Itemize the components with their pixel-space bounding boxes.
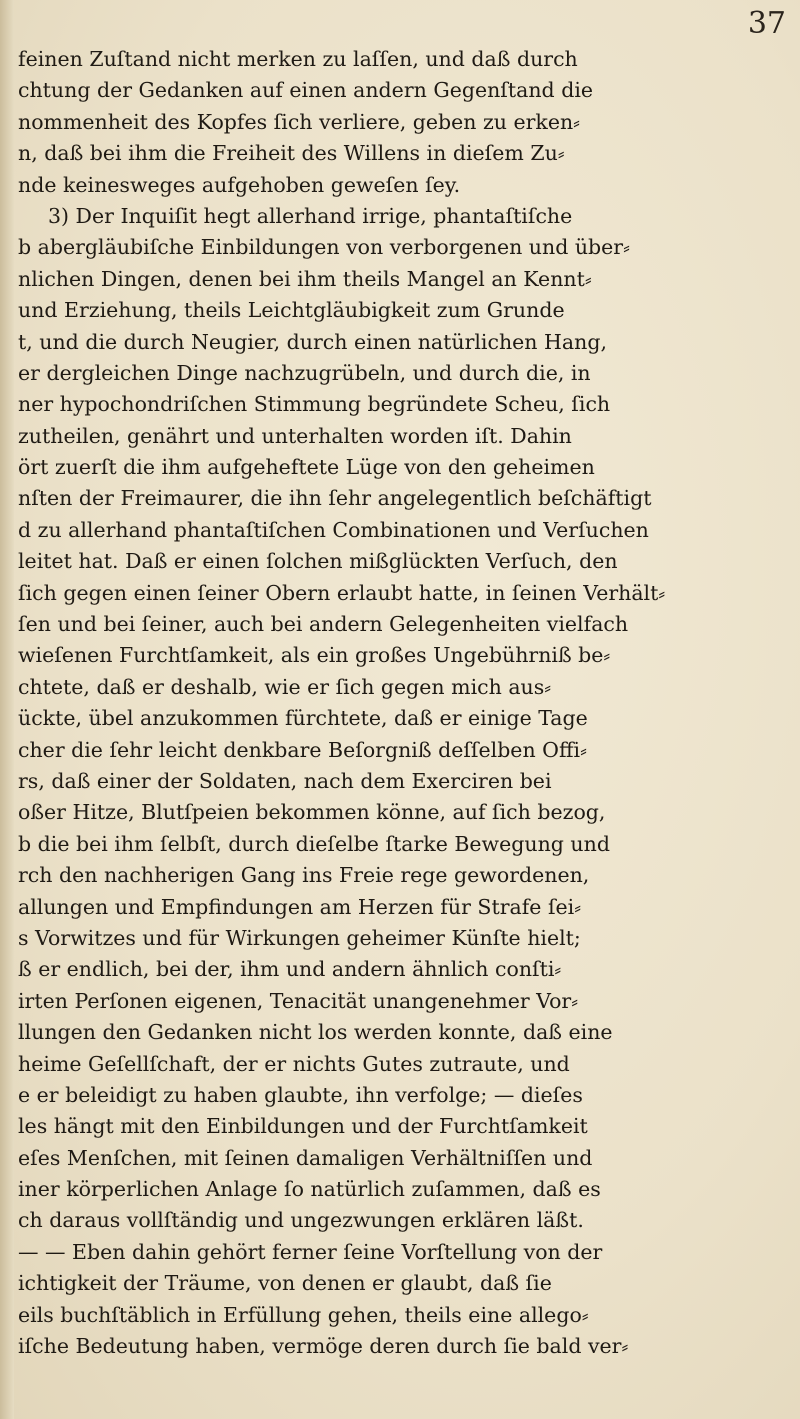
page-number: 37 [747, 6, 786, 41]
text-line: irten Perſonen eigenen, Tenacität unangenehmer Vor⸗ [18, 988, 579, 1013]
text-line: eſes Menſchen, mit ſeinen damaligen Verhältniſſen und [18, 1145, 593, 1170]
text-line: iſche Bedeutung haben, vermöge deren durch ſie bald ver⸗ [18, 1334, 629, 1359]
text-line: chtete, daß er deshalb, wie er ſich gegen mich aus⸗ [18, 674, 552, 699]
text-line: n, daß bei ihm die Freiheit des Willens in dieſem Zu⸗ [18, 141, 565, 166]
text-line: ſich gegen einen ſeiner Obern erlaubt hatte, in ſeinen Verhält⸗ [18, 580, 666, 605]
text-line: ner hypochondriſchen Stimmung begründete Scheu, ſich [18, 392, 611, 417]
text-line: d zu allerhand phantaſtiſchen Combinationen und Verſuchen [18, 517, 649, 542]
text-line: cher die ſehr leicht denkbare Beſorgniß deſſelben Offi⸗ [18, 737, 587, 762]
text-line: ch daraus vollſtändig und ungezwungen erklären läßt. [18, 1208, 584, 1233]
text-line: chtung der Gedanken auf einen andern Gegenſtand die [18, 78, 594, 103]
text-line: rs, daß einer der Soldaten, nach dem Exerciren bei [18, 768, 552, 793]
text-line: t, und die durch Neugier, durch einen natürlichen Hang, [18, 329, 607, 354]
text-line: les hängt mit den Einbildungen und der Furchtſamkeit [18, 1114, 588, 1139]
text-line: wieſenen Furchtſamkeit, als ein großes Ungebührniß be⸗ [18, 643, 611, 668]
text-line: llungen den Gedanken nicht los werden konnte, daß eine [18, 1020, 613, 1045]
text-line: er dergleichen Dinge nachzugrübeln, und durch die, in [18, 360, 591, 385]
text-line: ückte, übel anzukommen fürchtete, daß er einige Tage [18, 706, 588, 731]
text-line: — — Eben dahin gehört ferner ſeine Vorſtellung von der [18, 1239, 603, 1264]
text-line: leitet hat. Daß er einen ſolchen mißglückten Verſuch, den [18, 549, 618, 574]
text-line: 3) Der Inquiſit hegt allerhand irrige, phantaſtiſche [48, 203, 573, 228]
text-line: s Vorwitzes und für Wirkungen geheimer Künſte hielt; [18, 925, 581, 950]
text-line: nommenheit des Kopfes ſich verliere, geben zu erken⸗ [18, 109, 581, 134]
text-line: ß er endlich, bei der, ihm und andern ähnlich conſti⸗ [18, 957, 562, 982]
text-line: oßer Hitze, Blutſpeien bekommen könne, auf ſich bezog, [18, 800, 606, 825]
text-line: e er beleidigt zu haben glaubte, ihn verfolge; — dieſes [18, 1082, 583, 1107]
text-line: b abergläubiſche Einbildungen von verborgenen und über⸗ [18, 235, 630, 260]
text-line: feinen Zuſtand nicht merken zu laſſen, und daß durch [18, 47, 578, 71]
text-line: nlichen Dingen, denen bei ihm theils Mangel an Kennt⸗ [18, 266, 592, 291]
text-line: allungen und Empfindungen am Herzen für Strafe ſei⸗ [18, 894, 582, 919]
text-line: b die bei ihm ſelbſt, durch dieſelbe ſtarke Bewegung und [18, 831, 610, 856]
text-line: rch den nachherigen Gang ins Freie rege gewordenen, [18, 863, 590, 888]
text-line: nde keinesweges aufgehoben geweſen ſey. [18, 172, 461, 197]
text-line: ichtigkeit der Träume, von denen er glaubt, daß ſie [18, 1271, 552, 1296]
text-line: heime Geſellſchaft, der er nichts Gutes zutraute, und [18, 1051, 570, 1076]
text-line: zutheilen, genährt und unterhalten worden iſt. Dahin [18, 423, 572, 448]
text-line: und Erziehung, theils Leichtgläubigkeit zum Grunde [18, 298, 565, 323]
text-line: ſen und bei ſeiner, auch bei andern Gelegenheiten vielfach [18, 612, 629, 637]
text-line: eils buchſtäblich in Erfüllung gehen, theils eine allego⸗ [18, 1302, 589, 1327]
body-text [18, 44, 798, 1362]
text-line: ört zuerſt die ihm aufgeheftete Lüge von den geheimen [18, 455, 595, 480]
page-gutter-shadow [0, 0, 14, 1419]
text-line: iner körperlichen Anlage ſo natürlich zuſammen, daß es [18, 1177, 601, 1202]
text-line: nſten der Freimaurer, die ihn ſehr angelegentlich beſchäftigt [18, 486, 652, 511]
